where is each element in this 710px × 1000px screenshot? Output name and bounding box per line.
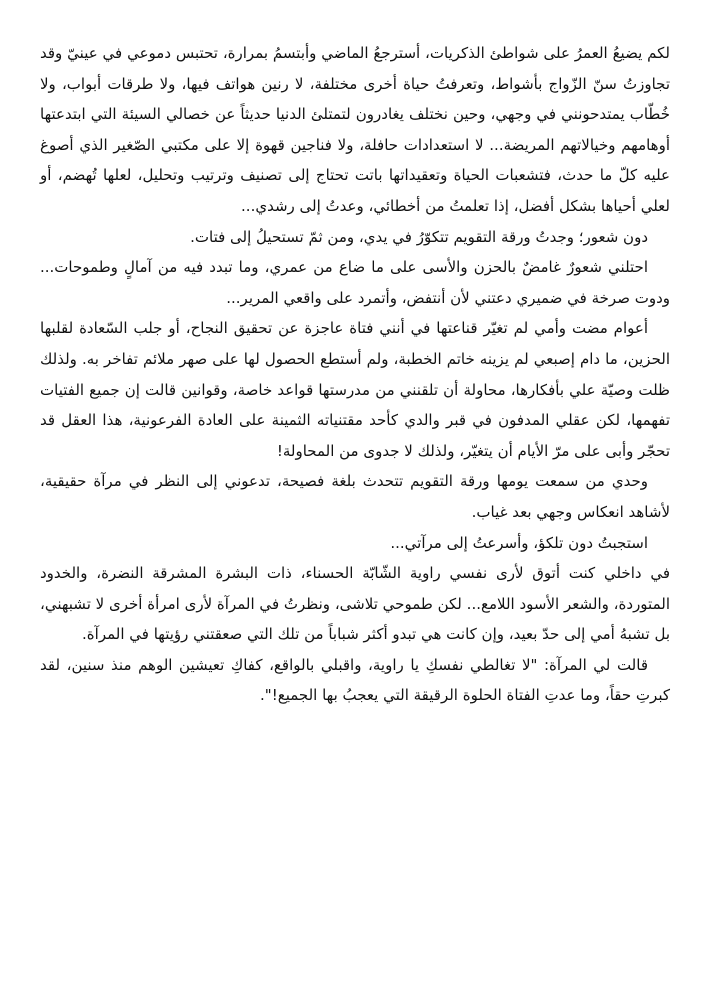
paragraph-sadness: احتلني شعورٌ غامضٌ بالحزن والأسى على ما ضاع من عمري، وما تبدد فيه من آمالٍ وطموحات... ودوت صرخة في ضميري دعتني لأن أنتفض، وأتمرد على واقعي المرير... [40, 258, 670, 307]
paragraph-to-mirror: استجبتُ دون تلكؤ، وأسرعتُ إلى مرآتي... [390, 533, 648, 552]
paragraph-reflection: في داخلي كنت أتوق لأرى نفسي راوية الشّابّة الحسناء، ذات البشرة المشرقة النضرة، والخدود المتوردة، والشعر الأسود اللامع... لكن طموحي تلاشى، ونظرتُ في المرآة لأرى امرأة أخرى لا تشبهني، بل تشبهُ أمي إلى حدّ بعيد، وإن كانت هي تبدو أكثر شباباً من تلك التي صعقتني رؤيتها في المرآة. [40, 564, 670, 644]
paragraph-mother: أعوام مضت وأمي لم تغيّر قناعتها في أنني فتاة عاجزة عن تحقيق النجاح، أو جلب السّعادة لقلبها الحزين، ما دام إصبعي لم يزينه خاتم الخطبة، ولم أستطع الحصول لها على صهر ملائم تفاخر به. ولذلك ظلت وصيّة علي بأفكارها، محاولة أن تلقنني من مدرستها قواعد خاصة، وقوانين قالت إن جميع الفتيات تفهمها، لكن عقلي المدفون في قبر والدي كأحد مقتنياته الثمينة على العادة الفرعونية، هذا العقل قد تحجّر وأبى على مرّ الأيام أن يتغيّر، ولذلك لا جدوى من المحاولة! [40, 319, 670, 460]
paragraph-calendar-speaks: وحدي من سمعت يومها ورقة التقويم تتحدث بلغة فصيحة، تدعوني إلى النظر في مرآة حقيقية، لأشاهد انعكاس وجهي بعد غياب. [40, 472, 670, 521]
paragraph-memories: لكم يضيعُ العمرُ على شواطئ الذكريات، أسترجعُ الماضي وأبتسمُ بمرارة، تحتبس دموعي في عينيّ وقد تجاوزتُ سنّ الزّواج بأشواط، وتعرفتُ حياة أخرى مختلفة، لا رنين هواتف فيها، ولا طرقات أبواب، ولا خُطّاب يمتدحونني في وجهي، وحين نختلف يغادرون لتمتلئ الدنيا حديثاً عن خصالي السيئة التي ابتدعتها أوهامهم وخيالاتهم المريضة... لا استعدادات حافلة، ولا فناجين قهوة إلا على مكتبي الصّغير الذي أصوغ عليه كلّ ما حدث، فتشعبات الحياة وتعقيداتها باتت تحتاج إلى تصنيف وترتيب وتحليل، لعلها تُهضم، أو لعلي أحياها بشكل أفضل، إذا تعلمتُ من أخطائي، وعدتُ إلى رشدي... [40, 44, 670, 215]
paragraph-mirror-speaks: قالت لي المرآة: "لا تغالطي نفسكِ يا راوية، واقبلي بالواقع، كفاكِ تعيشين الوهم منذ سنين، لقد كبرتِ حقاً، وما عدتِ الفتاة الحلوة الرقيقة التي يعجبُ بها الجميع!". [40, 655, 670, 705]
document-page [40, 38, 670, 980]
paragraph-calendar-crumpled: دون شعور؛ وجدتُ ورقة التقويم تتكوّرُ في يدي، ومن ثمّ تستحيلُ إلى فتات. [190, 227, 648, 246]
